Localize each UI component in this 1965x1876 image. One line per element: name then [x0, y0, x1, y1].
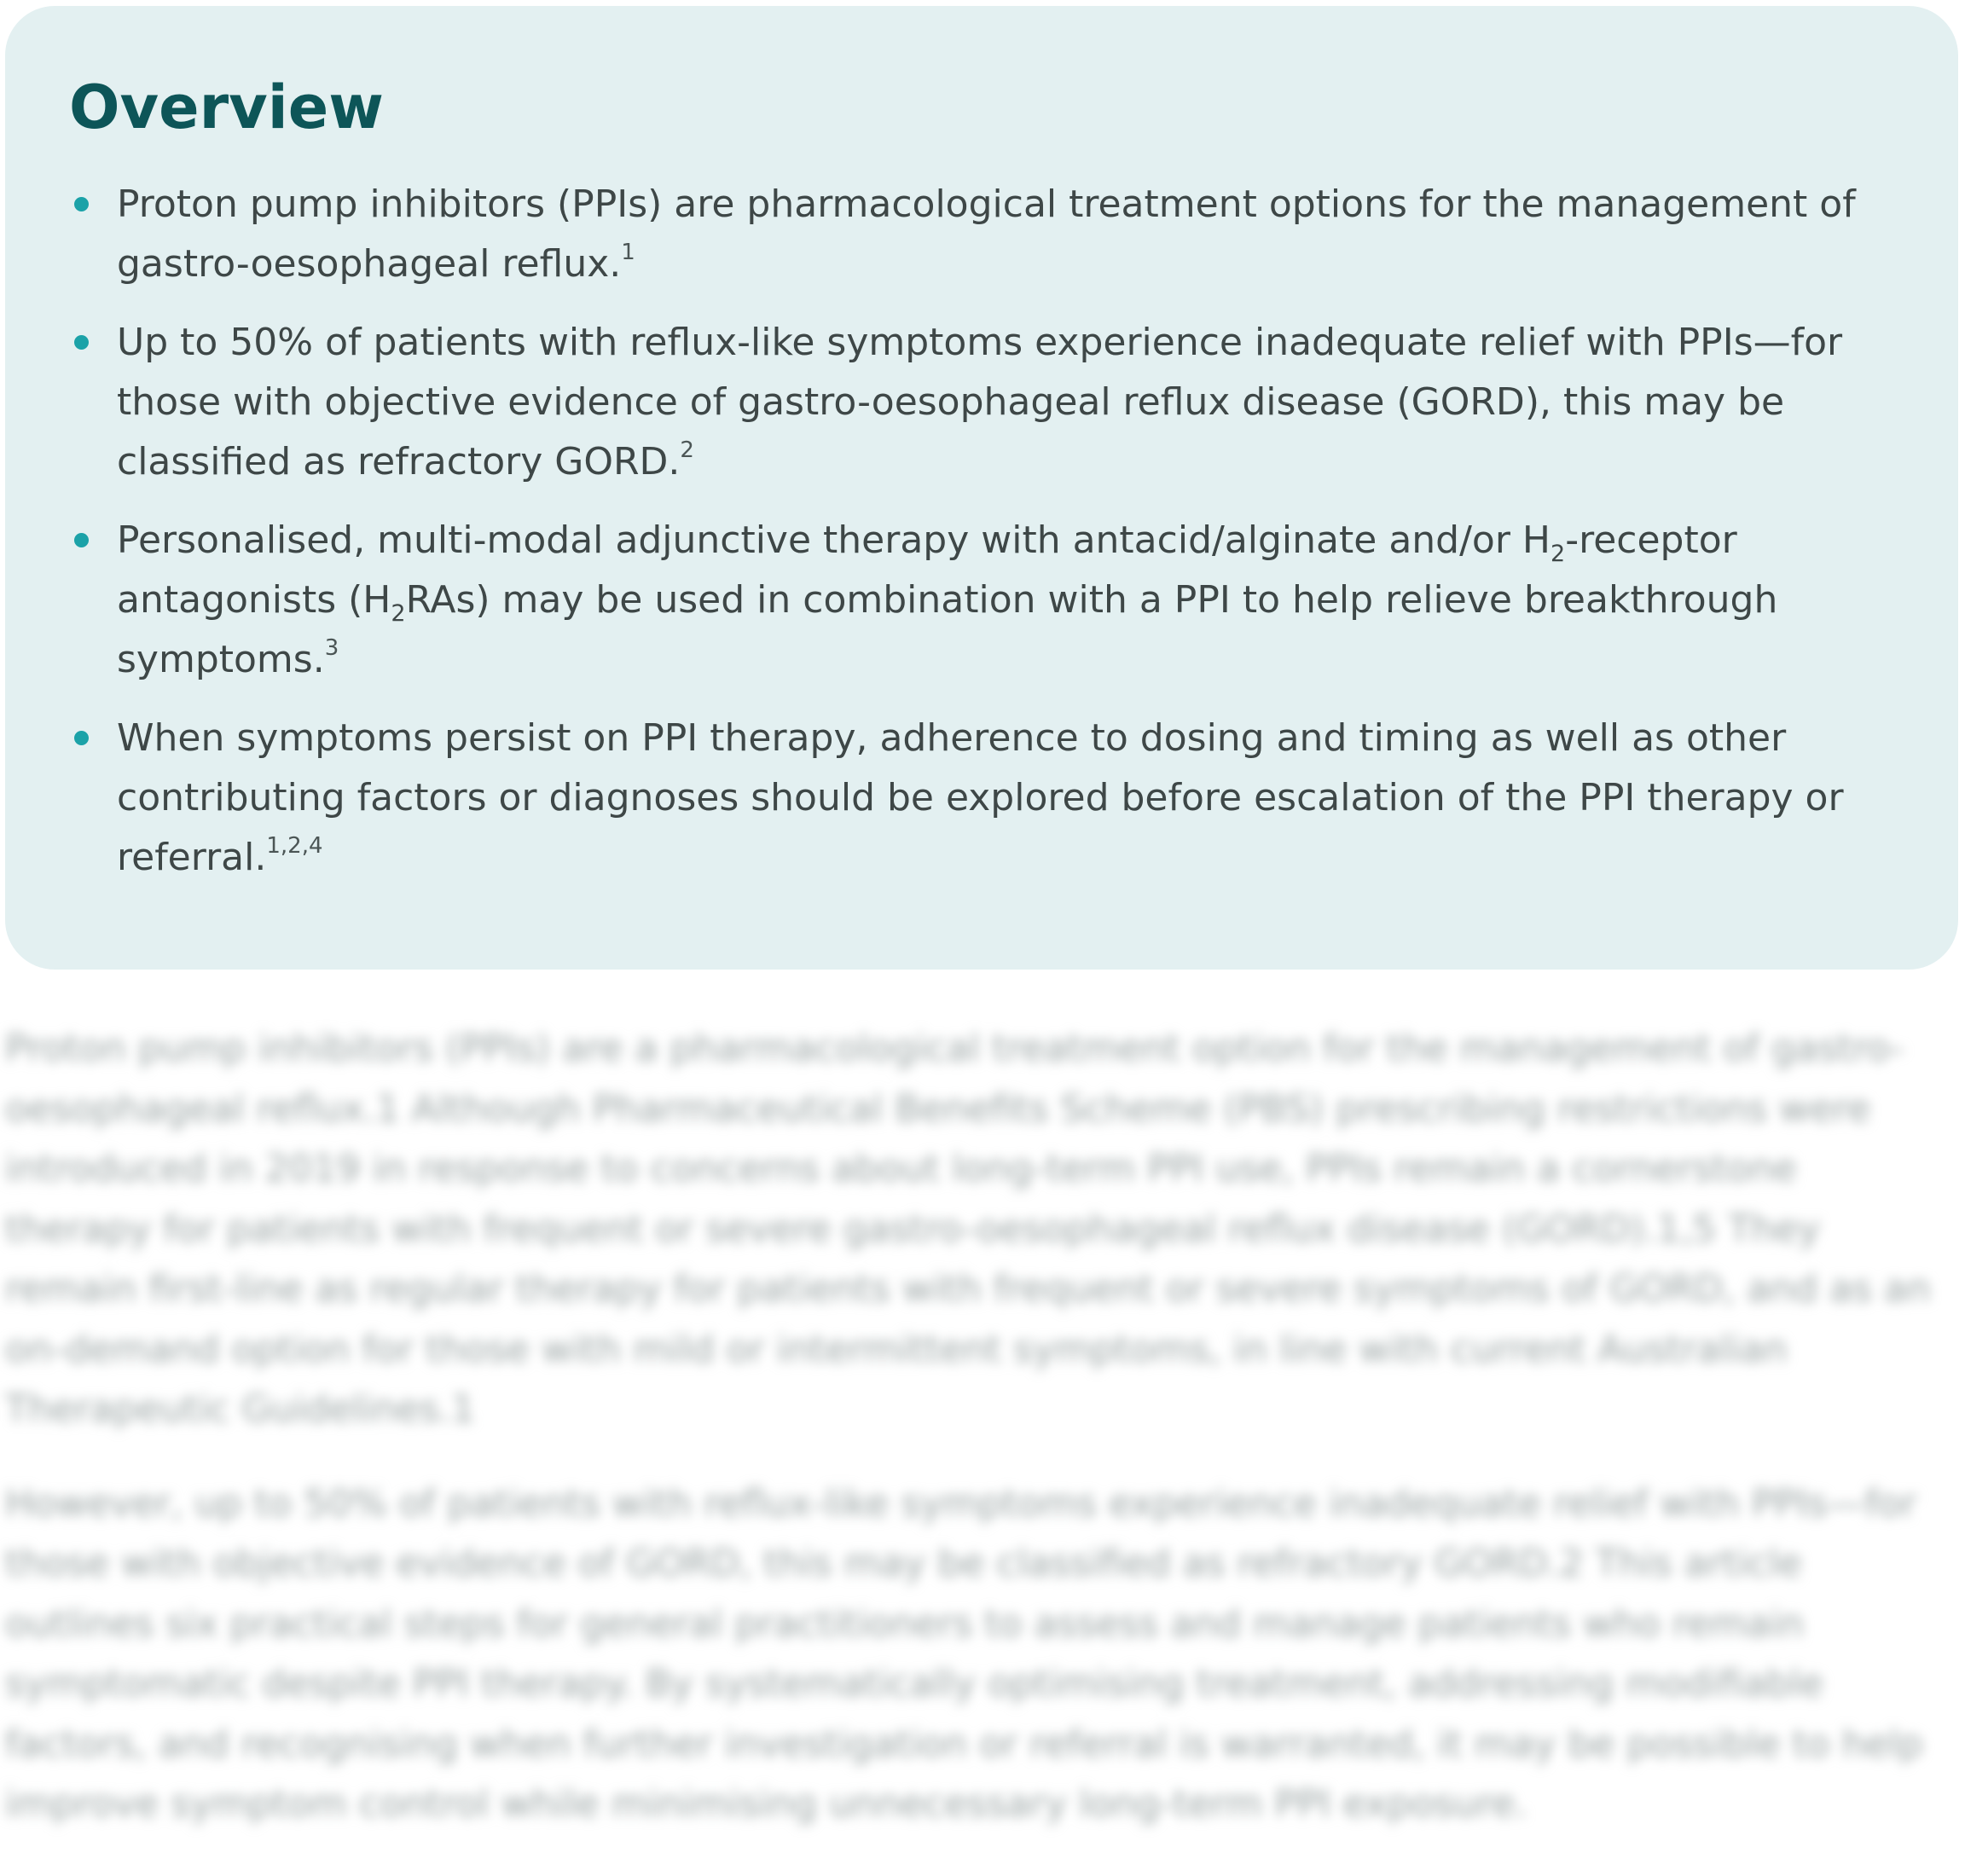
reference-superscript: 2	[680, 437, 694, 463]
overview-panel	[5, 6, 1958, 970]
overview-bullet-list	[69, 175, 1890, 888]
bullet-text: RAs) may be used in combination with a PPI to help relieve breakthrough symptoms.	[117, 578, 1778, 681]
reference-superscript: 3	[324, 635, 339, 661]
reference-superscript: 1	[621, 240, 635, 265]
overview-bullet-item	[69, 511, 1890, 690]
bullet-dot-icon	[74, 197, 89, 211]
bullet-text: When symptoms persist on PPI therapy, adherence to dosing and timing as well as other contributing factors or diagnoses should be explored before escalation of the PPI therapy or referral.	[117, 716, 1844, 879]
reference-superscript: 1,2,4	[266, 833, 323, 859]
overview-bullet-item	[69, 313, 1890, 492]
article-paragraph: Proton pump inhibitors (PPIs) are a pharmacological treatment option for the management of gastro-oesophageal reflux.1 Although Pharmaceutical Benefits Scheme (PBS) prescribing restrictions were introduced in 2019 in response to concerns about long-term PPI use, PPIs remain a cornerstone therapy for patients with frequent or severe gastro-oesophageal reflux disease (GORD).1,5 They remain first-line as regular therapy for patients with frequent or severe symptoms of GORD, and as an on-demand option for those with mild or intermittent symptoms, in line with current Australian Therapeutic Guidelines.1	[5, 1027, 1931, 1431]
chemical-subscript: 2	[1551, 541, 1566, 567]
bullet-text: Proton pump inhibitors (PPIs) are pharmacological treatment options for the management of gastro-oesophageal reflux.	[117, 182, 1856, 286]
overview-bullet-item	[69, 709, 1890, 888]
article-body-blurred	[5, 1019, 1954, 1869]
bullet-dot-icon	[74, 335, 89, 350]
bullet-dot-icon	[74, 533, 89, 547]
article-paragraph: However, up to 50% of patients with reflux-like symptoms experience inadequate relief with PPIs—for those with objective evidence of GORD, this may be classified as refractory GORD.2 This article outlines six practical steps for general practitioners to assess and manage patients who remain symptomatic despite PPI therapy. By systematically optimising treatment, addressing modifiable factors, and recognising when further investigation or referral is warranted, it may be possible to help improve symptom control while minimising unnecessary long-term PPI exposure.	[5, 1481, 1923, 1826]
bullet-text: -receptor antagonists (H	[117, 518, 1737, 622]
chemical-subscript: 2	[391, 600, 406, 627]
overview-bullet-item	[69, 175, 1890, 294]
overview-title: Overview	[69, 72, 384, 142]
bullet-text: Personalised, multi-modal adjunctive therapy with antacid/alginate and/or H	[117, 518, 1551, 562]
bullet-text: Up to 50% of patients with reflux-like symptoms experience inadequate relief with PPIs—for those with objective evidence of gastro-oesophageal reflux disease (GORD), this may be classified as refractory GORD.	[117, 321, 1843, 483]
bullet-dot-icon	[74, 731, 89, 745]
